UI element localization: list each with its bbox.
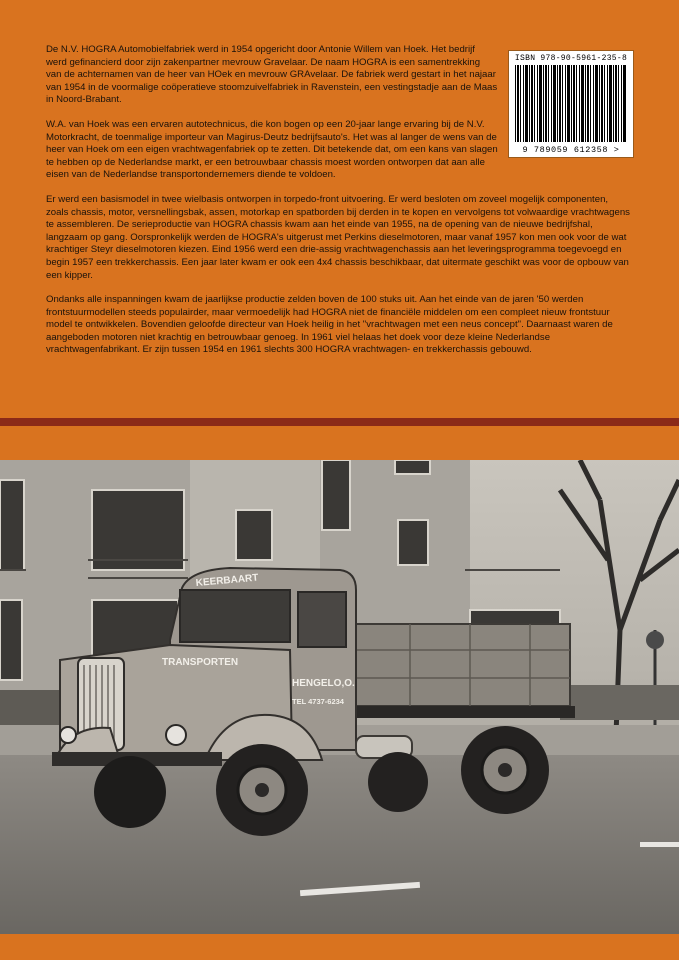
paragraph-founder: W.A. van Hoek was een ervaren autotechnicus, die kon bogen op een 20-jaar lange ervaring bij de N.V. Motorkracht, de toenmalige importeur van Magirus-Deutz bedrijfsauto's. Het was al langer de wens van de heer van Hoek om een eigen vrachtwagenfabriek op te zetten. Dit betekende dat, om een kans van slagen te hebben op de Nederlandse markt, er een betrouwbaar chassis moest worden ontworpen dat aan alle eisen van de Nederlandse transportondernemers diende te voldoen. xyxy=(46,118,498,181)
rear-wheel-2 xyxy=(368,752,428,812)
front-wheel-far xyxy=(94,756,166,828)
isbn-label: ISBN 978-90-5961-235-8 xyxy=(514,54,628,63)
paragraph-history: De N.V. HOGRA Automobielfabriek werd in 1954 opgericht door Antonie Willem van Hoek. Het bedrijf werd gefinancierd door zijn zakenpartner mevrouw Gravelaar. De naam HOGRA is een samentrekking van de achternamen van de heer van HOek en mevrouw GRAvelaar. De fabriek werd gestart in het najaar van 1954 in de voormalige coöperatieve stoomzuivelfabriek in Ravenstein, een vestingstadje aan de Maas in Noord-Brabant. xyxy=(46,44,498,106)
cab-sign: KEERBAART xyxy=(195,572,259,589)
isbn-barcode xyxy=(508,50,634,158)
barcode-digits: 9 789059 612358 > xyxy=(522,145,620,155)
truck-photo-illustration xyxy=(0,460,679,934)
paragraph-production: Er werd een basismodel in twee wielbasis ontworpen in torpedo-front uitvoering. Er werd besloten om zoveel mogelijk componenten, zoals chassis, motor, versnellingsbak, assen, motorkap en spatborden bij derden in te kopen en vervolgens tot volwaardige vrachtwagens te assembleren. De serieproductie van HOGRA chassis kwam aan het einde van 1955, na de opening van de nieuwe bedrijfshal, langzaam op gang. Oorspronkelijk werden de HOGRA's uitgerust met Perkins dieselmotoren, maar vanaf 1957 kon men ook voor de wat krachtiger Steyr dieselmotoren kiezen. Eind 1956 werd een drie-assig vrachtwagenchassis aan het leveringsprogramma toegevoegd en begin 1957 een trekkerchassis. Een jaar later kwam er ook een 4x4 chassis beschikbaar, dat uitermate geschikt was voor de opbouw van een kipper. xyxy=(46,193,630,281)
hood-sign: TRANSPORTEN xyxy=(162,657,239,668)
divider-band xyxy=(0,418,679,426)
rear-wheel xyxy=(461,726,549,814)
door-phone: TEL 4737-6234 xyxy=(292,697,344,706)
front-wheel xyxy=(216,744,308,836)
door-city: HENGELO,O. xyxy=(292,678,355,689)
barcode-bars xyxy=(515,65,627,142)
truck-photo xyxy=(0,460,679,934)
paragraph-decline: Ondanks alle inspanningen kwam de jaarlijkse productie zelden boven de 100 stuks uit. Aan het einde van de jaren '50 werden frontstuurmodellen steeds populairder, maar vermoedelijk had HOGRA niet de financiële middelen om een compleet nieuw frontstuur model te ontwikkelen. Bovendien geloofde directeur van Hoek heilig in het "vrachtwagen met een neus concept". Daarnaast waren de aangeboden motoren niet krachtig en betrouwbaar genoeg. In 1961 viel helaas het doek voor deze kleine Nederlandse vrachtwagenfabrikant. Er zijn tussen 1954 en 1961 slechts 300 HOGRA vrachtwagen- en trekkerchassis gebouwd. xyxy=(46,294,613,356)
